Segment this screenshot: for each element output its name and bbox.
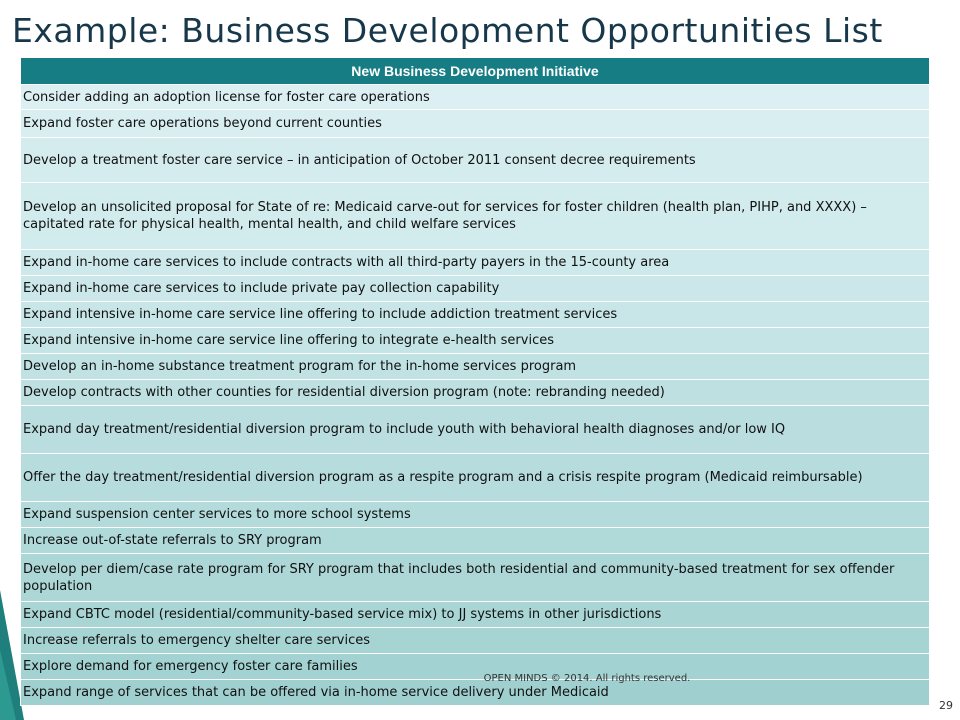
table-row — [21, 528, 930, 554]
table-row — [21, 406, 930, 454]
table-cell: Expand range of services that can be offered via in-home service delivery under Medicaid — [21, 680, 930, 706]
table-row — [21, 138, 930, 183]
table-header-cell: New Business Development Initiative — [21, 58, 930, 85]
table-row — [21, 276, 930, 302]
table-cell: Expand suspension center services to more school systems — [21, 502, 930, 528]
table-cell: Expand intensive in-home care service line offering to integrate e-health services — [21, 328, 930, 354]
table-cell: Expand day treatment/residential diversion program to include youth with behavioral health diagnoses and/or low IQ — [21, 406, 930, 454]
table-cell: Develop per diem/case rate program for SRY program that includes both residential and community-based treatment for sex offender population — [21, 554, 930, 602]
opportunities-table — [20, 57, 930, 706]
table-row — [21, 454, 930, 502]
opportunities-table-container — [20, 57, 930, 720]
page-number: 29 — [939, 699, 953, 712]
table-cell: Increase out-of-state referrals to SRY program — [21, 528, 930, 554]
table-cell: Offer the day treatment/residential diversion program as a respite program and a crisis respite program (Medicaid reimbursable) — [21, 454, 930, 502]
table-cell: Develop a treatment foster care service – in anticipation of October 2011 consent decree requirements — [21, 138, 930, 183]
table-row — [21, 380, 930, 406]
table-row — [21, 302, 930, 328]
table-cell: Expand intensive in-home care service line offering to include addiction treatment services — [21, 302, 930, 328]
copyright-footer: OPEN MINDS © 2014. All rights reserved. — [483, 673, 691, 684]
table-cell: Expand CBTC model (residential/community-based service mix) to JJ systems in other jurisdictions — [21, 602, 930, 628]
table-cell: Explore demand for emergency foster care families — [21, 654, 930, 680]
table-row — [21, 85, 930, 110]
table-row — [21, 250, 930, 276]
table-cell: Consider adding an adoption license for foster care operations — [21, 85, 930, 110]
table-cell: Develop contracts with other counties for residential diversion program (note: rebranding needed) — [21, 380, 930, 406]
table-row — [21, 328, 930, 354]
table-cell: Increase referrals to emergency shelter care services — [21, 628, 930, 654]
table-row — [21, 354, 930, 380]
table-cell: Expand in-home care services to include private pay collection capability — [21, 276, 930, 302]
table-row — [21, 183, 930, 250]
table-row — [21, 554, 930, 602]
table-cell: Develop an unsolicited proposal for State of re: Medicaid carve-out for services for foster children (health plan, PIHP, and XXXX) – capitated rate for physical health, mental health, and child welfare services — [21, 183, 930, 250]
table-cell: Expand foster care operations beyond current counties — [21, 110, 930, 138]
table-row — [21, 628, 930, 654]
slide-title: Example: Business Development Opportunities List — [12, 11, 883, 50]
table-cell: Develop an in-home substance treatment program for the in-home services program — [21, 354, 930, 380]
table-row — [21, 502, 930, 528]
table-cell: Expand in-home care services to include contracts with all third-party payers in the 15-county area — [21, 250, 930, 276]
table-row — [21, 110, 930, 138]
table-row — [21, 602, 930, 628]
table-header-row — [21, 58, 930, 85]
decorative-corner-shape-inner — [0, 650, 16, 720]
